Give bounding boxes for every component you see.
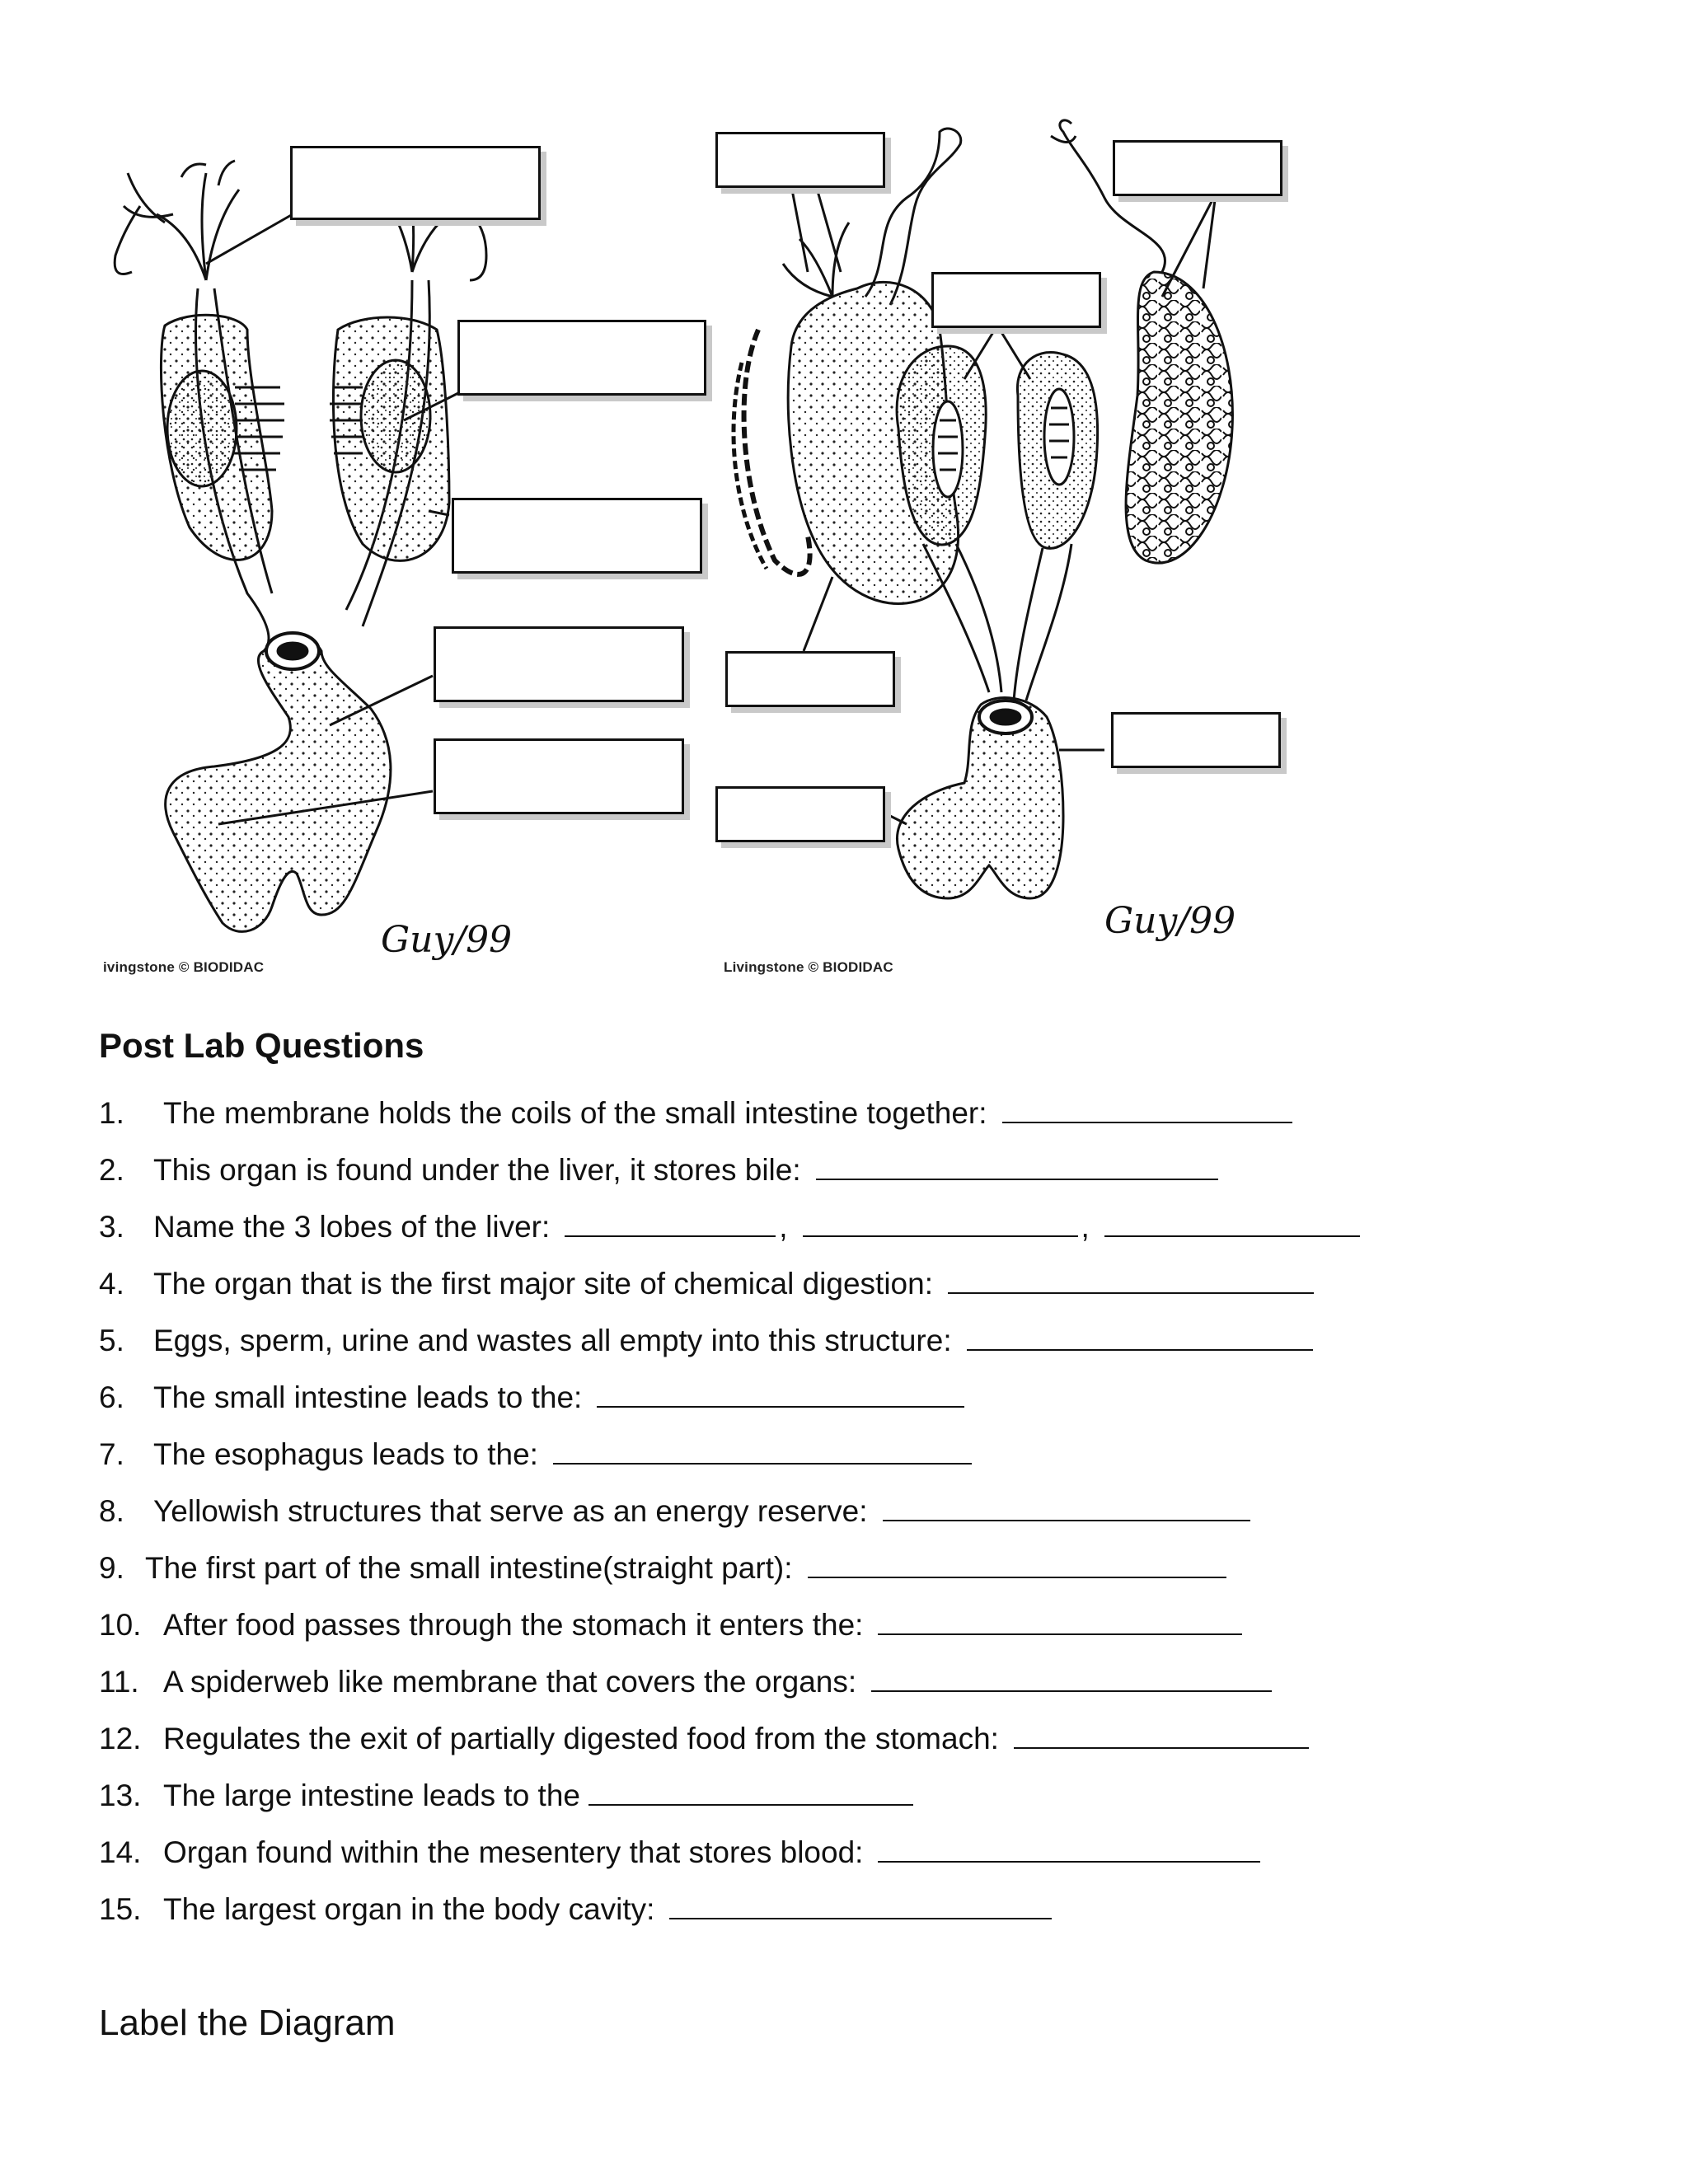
answer-blank[interactable] xyxy=(948,1269,1314,1294)
answer-blank[interactable] xyxy=(808,1554,1226,1578)
question-number: 9. xyxy=(99,1551,124,1585)
question-text: Yellowish structures that serve as an energy reserve: xyxy=(153,1494,868,1528)
answer-blank[interactable] xyxy=(967,1326,1313,1351)
label-box-left-4[interactable] xyxy=(434,626,684,702)
answer-blank[interactable] xyxy=(669,1895,1052,1919)
question-15 xyxy=(99,1892,1052,1927)
question-text: The esophagus leads to the: xyxy=(153,1437,538,1471)
question-number: 5. xyxy=(99,1324,124,1357)
question-text: The first part of the small intestine(straight part): xyxy=(145,1551,793,1585)
answer-blank-2[interactable] xyxy=(803,1212,1078,1237)
label-diagram-instruction: Label the Diagram xyxy=(99,2003,396,2043)
question-number: 15. xyxy=(99,1892,142,1926)
question-4 xyxy=(99,1267,1314,1301)
left-organ-drawing xyxy=(115,157,486,931)
right-figure-credit: Livingstone © BIODIDAC xyxy=(724,959,893,975)
label-box-right-5[interactable] xyxy=(715,786,885,842)
question-text: The large intestine leads to the xyxy=(163,1779,580,1812)
question-number: 4. xyxy=(99,1267,124,1301)
question-number: 13. xyxy=(99,1779,142,1812)
answer-blank[interactable] xyxy=(1014,1724,1309,1749)
answer-blank[interactable] xyxy=(597,1383,964,1408)
label-box-right-4[interactable] xyxy=(725,651,895,707)
label-box-right-2[interactable] xyxy=(1113,140,1282,196)
question-text: A spiderweb like membrane that covers the organs: xyxy=(163,1665,857,1699)
label-box-right-3[interactable] xyxy=(931,272,1101,328)
question-12 xyxy=(99,1722,1309,1756)
question-5 xyxy=(99,1324,1313,1358)
question-2 xyxy=(99,1153,1218,1188)
question-text: Regulates the exit of partially digested food from the stomach: xyxy=(163,1722,999,1755)
question-text: The organ that is the first major site of chemical digestion: xyxy=(153,1267,933,1301)
question-1 xyxy=(99,1096,1292,1131)
question-14 xyxy=(99,1835,1260,1870)
question-text: Eggs, sperm, urine and wastes all empty into this structure: xyxy=(153,1324,952,1357)
answer-blank-1[interactable] xyxy=(565,1212,776,1237)
question-number: 2. xyxy=(99,1153,124,1187)
question-text: The small intestine leads to the: xyxy=(153,1380,583,1414)
left-figure-credit: ivingstone © BIODIDAC xyxy=(103,959,265,975)
comma: , xyxy=(1081,1210,1090,1244)
question-11 xyxy=(99,1665,1272,1699)
comma: , xyxy=(779,1210,788,1244)
answer-blank[interactable] xyxy=(588,1781,913,1806)
question-9 xyxy=(99,1551,1226,1586)
diagram-area xyxy=(0,0,1688,989)
label-box-left-2[interactable] xyxy=(457,320,706,396)
question-text: Organ found within the mesentery that stores blood: xyxy=(163,1835,864,1869)
question-number: 14. xyxy=(99,1835,142,1869)
question-number: 6. xyxy=(99,1380,124,1414)
question-number: 7. xyxy=(99,1437,124,1471)
question-text: This organ is found under the liver, it stores bile: xyxy=(153,1153,801,1187)
section-title: Post Lab Questions xyxy=(99,1026,424,1065)
question-13 xyxy=(99,1779,913,1813)
question-number: 1. xyxy=(99,1096,124,1130)
question-text: Name the 3 lobes of the liver: xyxy=(153,1210,551,1244)
label-box-left-5[interactable] xyxy=(434,738,684,814)
question-10 xyxy=(99,1608,1242,1643)
question-text: The membrane holds the coils of the small intestine together: xyxy=(163,1096,987,1130)
left-figure-signature: Guy/99 xyxy=(381,919,513,961)
right-figure-signature: Guy/99 xyxy=(1104,900,1236,942)
answer-blank[interactable] xyxy=(1002,1099,1292,1123)
answer-blank[interactable] xyxy=(878,1610,1242,1635)
label-box-right-6[interactable] xyxy=(1111,712,1281,768)
question-7 xyxy=(99,1437,972,1472)
question-number: 12. xyxy=(99,1722,142,1755)
question-number: 3. xyxy=(99,1210,124,1244)
question-text: The largest organ in the body cavity: xyxy=(163,1892,655,1926)
answer-blank[interactable] xyxy=(878,1838,1260,1863)
label-box-left-1[interactable] xyxy=(290,146,541,220)
label-box-left-3[interactable] xyxy=(452,498,702,574)
question-text: After food passes through the stomach it enters the: xyxy=(163,1608,864,1642)
question-number: 8. xyxy=(99,1494,124,1528)
answer-blank-3[interactable] xyxy=(1104,1212,1360,1237)
answer-blank[interactable] xyxy=(871,1667,1272,1692)
answer-blank[interactable] xyxy=(553,1440,972,1465)
question-number: 10. xyxy=(99,1608,142,1642)
answer-blank[interactable] xyxy=(883,1497,1250,1521)
question-6 xyxy=(99,1380,964,1415)
label-box-right-1[interactable] xyxy=(715,132,885,188)
answer-blank[interactable] xyxy=(816,1155,1218,1180)
question-3 xyxy=(99,1210,1360,1244)
right-organ-drawing xyxy=(734,120,1232,898)
question-number: 11. xyxy=(99,1665,139,1699)
question-8 xyxy=(99,1494,1250,1529)
